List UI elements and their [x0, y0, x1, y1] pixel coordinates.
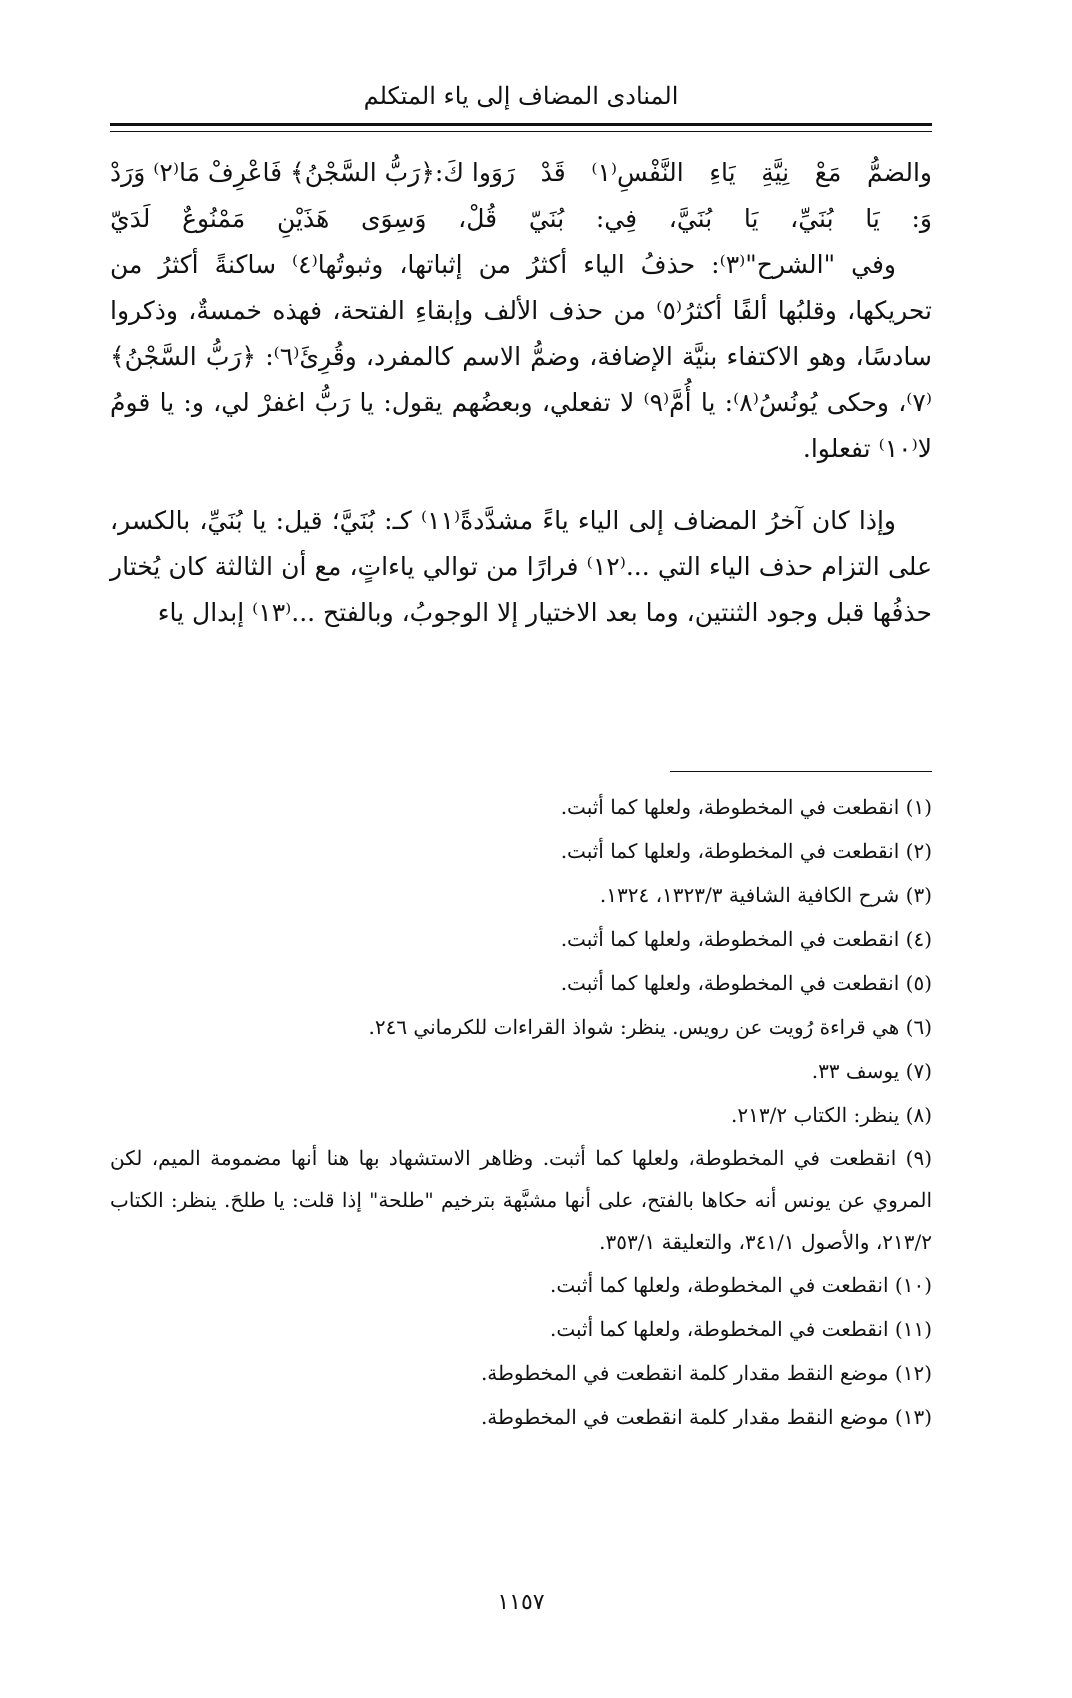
footnote: (١٣) موضع النقط مقدار كلمة انقطعت في المخطوطة.: [480, 1405, 932, 1429]
verse-word: فِي:: [595, 204, 638, 233]
verse-word: النَّفْسِ⁽١⁾: [591, 158, 684, 187]
verse-word: قُلْ،: [458, 204, 498, 233]
header-rule-thick: [110, 123, 932, 126]
verse-word: مَعْ: [814, 158, 842, 187]
verse-word: يَا: [743, 204, 759, 233]
footnote: (٢) انقطعت في المخطوطة، ولعلها كما أثبت.: [560, 839, 932, 863]
footnote-separator: [670, 771, 932, 772]
verse-word: قَدْ: [540, 158, 566, 187]
verse-word: مَمْنُوعٌ: [182, 204, 246, 233]
verse-word: يَاءِ: [709, 158, 736, 187]
footnotes-list: [110, 785, 932, 1439]
page-number: ١١٥٧: [497, 1590, 545, 1615]
header-rule-thin: [110, 131, 932, 132]
verse-word: والضمُّ: [867, 158, 932, 187]
paragraph-continuation: وإذا كان آخرُ المضاف إلى الياء ياءً مشدَّدةً⁽١١⁾ كـ: بُنَيَّ؛ قيل: يا بُنَيِّ، بالكسر، على التزام حذف الياء التي ...⁽١٢⁾ فرارًا من توالي ياءاتٍ، مع أن الثالثة كان يُختار حذفُها قبل وجود الثنتين، وما بعد الاختيار إلا الوجوبُ، وبالفتح ...⁽١٣⁾ إبدال ياء: [110, 506, 932, 627]
verse-word: بُنَيِّ،: [790, 204, 834, 233]
verse-word: وَسِوَى: [360, 204, 427, 233]
main-text: [110, 150, 932, 636]
verse-line-1: [110, 150, 932, 196]
verse-word: لَدَيّ: [110, 204, 151, 233]
running-header: المنادى المضاف إلى ياء المتكلم: [363, 82, 679, 110]
footnote: (٨) ينظر: الكتاب ٢١٣/٢.: [731, 1103, 932, 1127]
footnote: (١) انقطعت في المخطوطة، ولعلها كما أثبت.: [560, 795, 932, 819]
verse-word: بُنَيَّ،: [668, 204, 713, 233]
footnote: (٧) يوسف ٣٣.: [811, 1059, 932, 1083]
footnote: (٩) انقطعت في المخطوطة، ولعلها كما أثبت. وظاهر الاستشهاد بها هنا أنها مضمومة الميم، لكن المروي عن يونس أنه حكاها بالفتح، على أنها مشبَّهة بترخيم "طلحة" إذا قلت: يا طلحَ. ينظر: الكتاب ٢١٣/٢، والأصول ٣٤١/١، والتعليقة ٣٥٣/١.: [110, 1146, 932, 1254]
footnote: (١٢) موضع النقط مقدار كلمة انقطعت في المخطوطة.: [480, 1361, 932, 1385]
footnote: (٤) انقطعت في المخطوطة، ولعلها كما أثبت.: [560, 927, 932, 951]
footnote: (١١) انقطعت في المخطوطة، ولعلها كما أثبت.: [549, 1317, 932, 1341]
verse-word: رَوَوا كَ:﴿رَبُّ السَّجْنُ﴾ فَاعْرِفْ مَا⁽٢⁾ وَرَدْ: [110, 158, 516, 187]
footnote: (٥) انقطعت في المخطوطة، ولعلها كما أثبت.: [560, 971, 932, 995]
verse-word: يَا: [865, 204, 880, 233]
verse-word: نِيَّةِ: [761, 158, 790, 187]
paragraph-commentary: وفي "الشرح"⁽٣⁾: حذفُ الياء أكثرُ من إثباتها، وثبوتُها⁽٤⁾ ساكنةً أكثرُ من تحريكها، وقلبُها ألفًا أكثرُ⁽٥⁾ من حذف الألف وإبقاءِ الفتحة، فهذه خمسةٌ، وذكروا سادسًا، وهو الاكتفاء بنيَّة الإضافة، وضمُّ الاسم كالمفرد، وقُرِئَ⁽٦⁾: ﴿رَبُّ السَّجْنُ﴾⁽٧⁾، وحكى يُونُسُ⁽٨⁾: يا أُمَّ⁽٩⁾ لا تفعلي، وبعضُهم يقول: يا رَبُّ اغفرْ لي، و: يا قومُ لا⁽١٠⁾ تفعلوا.: [110, 250, 933, 463]
verse-word: بُنَيّ: [528, 204, 565, 233]
footnote: (٣) شرح الكافية الشافية ١٣٢٣/٣، ١٣٢٤.: [599, 883, 932, 907]
verse-line-2: [110, 196, 932, 242]
footnote: (١٠) انقطعت في المخطوطة، ولعلها كما أثبت.: [549, 1273, 932, 1297]
footnote: (٦) هي قراءة رُويت عن رويس. ينظر: شواذ القراءات للكرماني ٢٤٦.: [368, 1015, 932, 1039]
verse-word: هَذَيْنِ: [276, 204, 330, 233]
verse-word: وَ:: [911, 204, 932, 233]
